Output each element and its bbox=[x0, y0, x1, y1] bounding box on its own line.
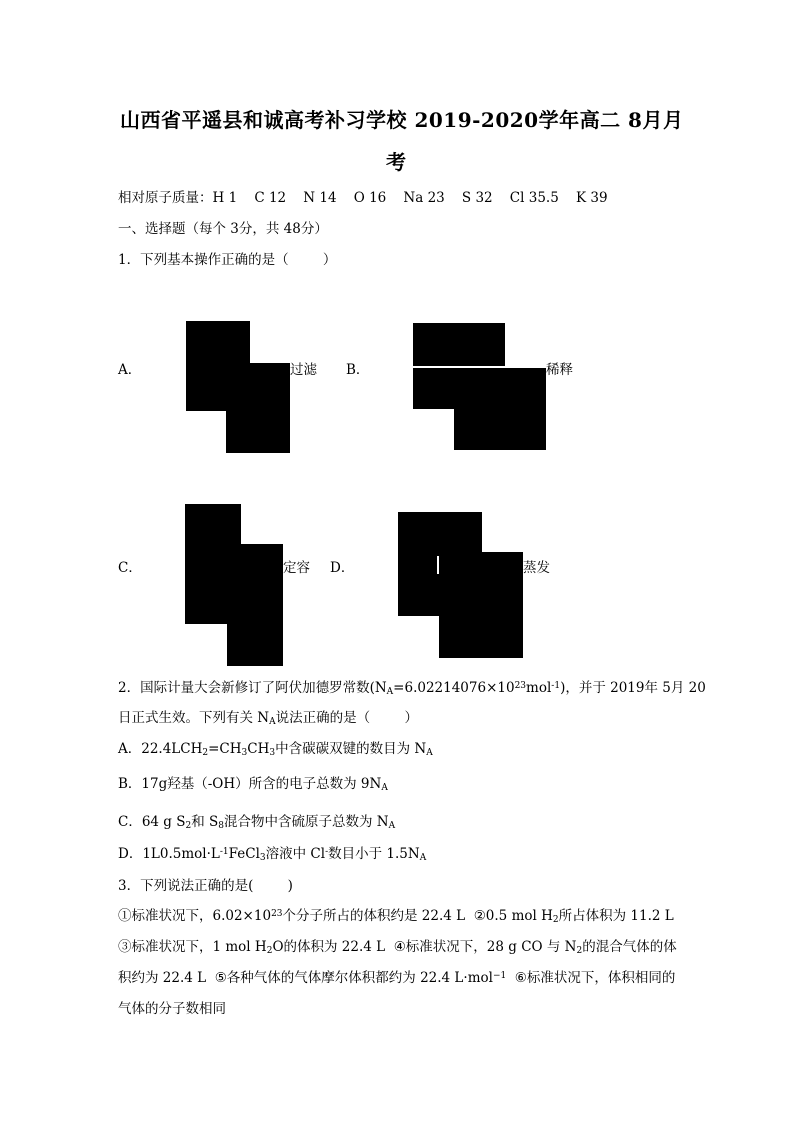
page-title-continued: 考 bbox=[386, 150, 407, 174]
q1-option-d-label: 蒸发 bbox=[523, 560, 550, 576]
q3-statements-line2: ③标准状况下，1 mol $H_2O$的体积为 22.4 L ④标准状况下，28 g CO 与 $N_2$的混合气体的体 bbox=[118, 939, 677, 956]
atomic-masses-label: 相对原子质量： bbox=[118, 190, 213, 206]
atomic-masses-values: H 1 C 12 N 14 O 16 Na 23 S 32 Cl 35.5 K 39 bbox=[212, 190, 608, 206]
q2-option-c: C．64 g $S_2$和 $S_8$混合物中含硫原子总数为 $N_A$ bbox=[118, 814, 396, 831]
q3-statements-line3: 积约为 22.4 L ⑤各种气体的气体摩尔体积都约为 22.4 L·mol$^{-1}$ ⑥标准状况下，体积相同的 bbox=[118, 970, 676, 986]
q3-stem: 3．下列说法正确的是( ) bbox=[118, 878, 293, 894]
q2-option-a: A．$22.4LCH_2=CH_3CH_3$中含碳碳双键的数目为 $N_A$ bbox=[118, 741, 433, 758]
q1-option-b-label: 稀释 bbox=[546, 362, 573, 378]
q3-statements-line4: 气体的分子数相同 bbox=[118, 1001, 226, 1017]
q3-statements-line1: ①标准状况下，$6.02\times 10^{23}$个分子所占的体积约是 22.4 L ②0.5 mol $H_2$所占体积为 11.2 L bbox=[118, 908, 674, 925]
section-heading: 一、选择题（每个 3分，共 48分） bbox=[118, 221, 328, 237]
q1-option-a-label: 过滤 bbox=[290, 362, 317, 378]
q1-option-c-label: 定容 bbox=[283, 560, 310, 576]
atomic-masses bbox=[118, 186, 608, 206]
q2-option-b: B．17g羟基（-OH）所含的电子总数为 $9N_A$ bbox=[118, 776, 388, 793]
q2-stem-line2: 日正式生效。下列有关 $N_A$说法正确的是（ ） bbox=[118, 710, 418, 727]
q2-stem: 2．国际计量大会新修订了阿伏加德罗常数$(N_A=6.02214076\times 10^{23}mol^{-1})$，并于 2019年 5月 20 bbox=[118, 680, 706, 697]
q1-option-d-letter: D． bbox=[330, 560, 355, 576]
q2-option-d: D．$1L0.5mol\cdot L^{-1}FeCl_3$溶液中 Cl-数目小于 $1.5N_A$ bbox=[118, 846, 427, 863]
page-title: 山西省平遥县和诚高考补习学校 2019-2020学年高二 8月月 bbox=[120, 108, 684, 132]
q1-stem: 1．下列基本操作正确的是（ ） bbox=[118, 252, 337, 268]
q1-option-c-letter: C． bbox=[118, 560, 142, 576]
q1-option-a-letter: A． bbox=[118, 362, 142, 378]
q1-option-b-letter: B． bbox=[346, 362, 370, 378]
